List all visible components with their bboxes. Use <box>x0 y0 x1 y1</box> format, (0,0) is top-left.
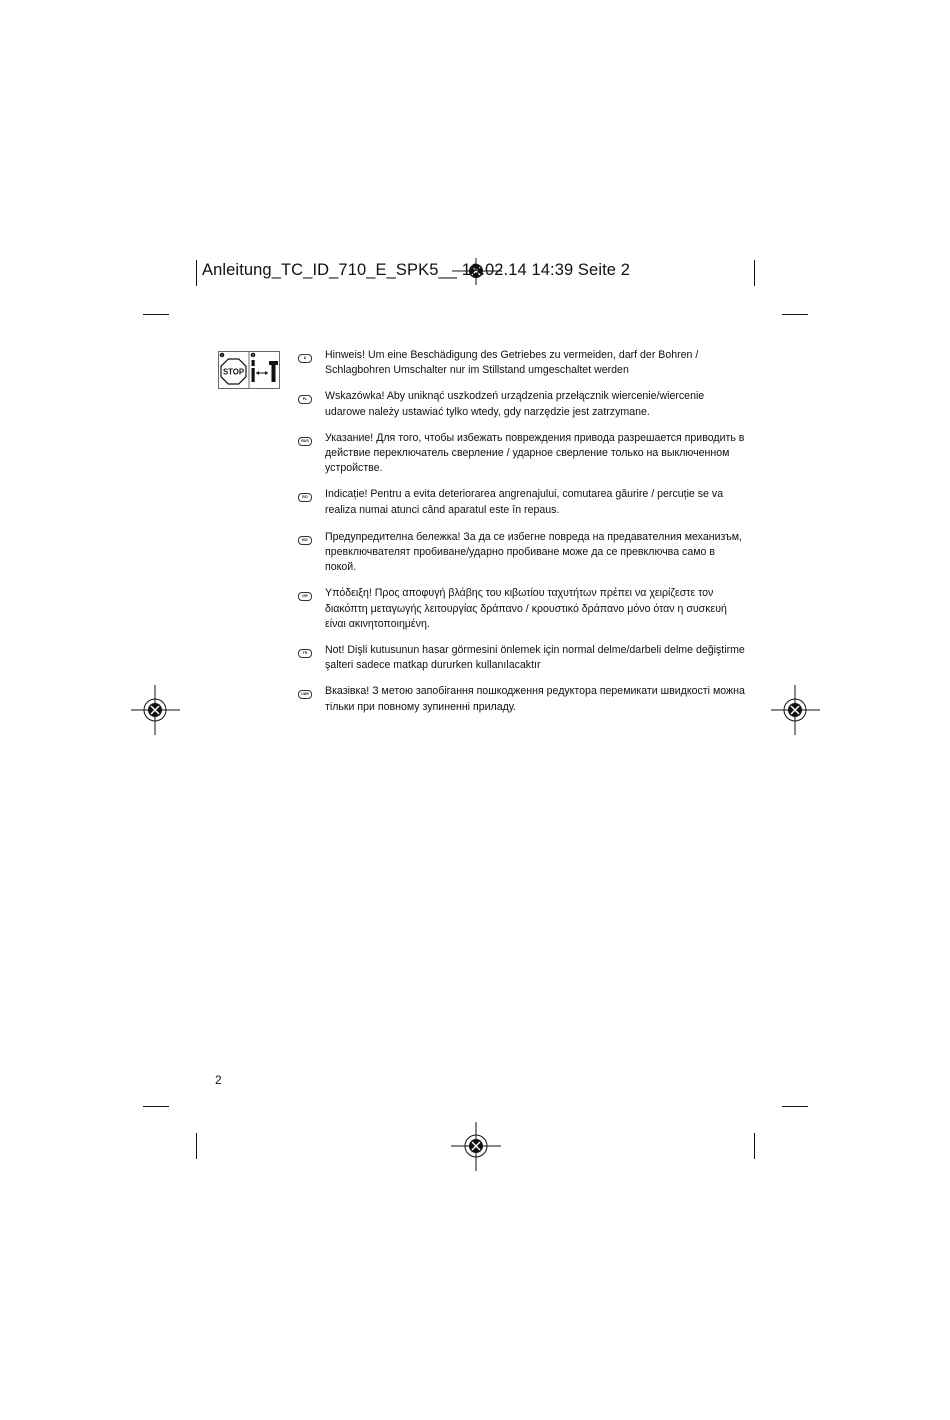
note-text: Indicație! Pentru a evita deteriorarea angrenajului, comutarea găurire / percuție se va realiza numai atunci când aparatul este în repaus. <box>325 488 724 516</box>
registration-mark-left <box>131 685 180 735</box>
note-text: Not! Dişli kutusunun hasar görmesini önlemek için normal delme/darbeli delme değiştirme şalteri sadece matkap dururken kullanılacaktır <box>325 644 745 672</box>
language-flag: GR <box>298 592 312 601</box>
language-flag: RO <box>298 493 312 502</box>
note-tr <box>296 643 746 673</box>
language-flag: BG <box>298 536 312 545</box>
note-text: Вказівка! З метою запобігання пошкодження редуктора перемикати швидкості можна тільки при повному зупиненні приладу. <box>325 685 745 713</box>
note-text: Hinweis! Um eine Beschädigung des Getriebes zu vermeiden, darf der Bohren / Schlagbohren Umschalter nur im Stillstand umgeschaltet werden <box>325 349 699 377</box>
print-header: Anleitung_TC_ID_710_E_SPK5__ 19.02.14 14:39 Seite 2 <box>202 261 631 279</box>
language-flag: TR <box>298 649 312 658</box>
note-text: Wskazówka! Aby uniknąć uszkodzeń urządzenia przełącznik wiercenie/wiercenie udarowe należy ustawiać tylko wtedy, gdy narzędzie jest zatrzymane. <box>325 390 705 418</box>
registration-mark-right <box>771 685 820 735</box>
note-rus <box>296 431 746 477</box>
multilingual-notes <box>296 348 746 726</box>
note-pl <box>296 389 746 419</box>
language-flag: UKR <box>298 690 312 699</box>
note-text: Предупредителна бележка! За да се избегне повреда на предавателния механизъм, превключвателят пробиване/ударно пробиване може да се превключва само в покой. <box>325 530 742 574</box>
badge-1-text: 1 <box>221 353 223 358</box>
note-text: Указание! Для того, чтобы избежать повреждения привода разрешается приводить в действие переключатель сверление / ударное сверление только на выключенном устройстве. <box>325 431 745 475</box>
note-gr <box>296 586 746 632</box>
stop-switch-pictogram <box>218 351 280 389</box>
language-flag: D <box>298 354 312 363</box>
registration-mark-bottom <box>451 1122 501 1171</box>
badge-2-text: 2 <box>252 353 254 358</box>
language-flag: PL <box>298 395 312 404</box>
language-flag: RUS <box>298 437 312 446</box>
stop-label: STOP <box>222 367 245 377</box>
note-ukr <box>296 684 746 714</box>
stop-sign-icon <box>221 359 246 384</box>
note-text: Υπόδειξη! Προς αποφυγή βλάβης του κιβωτίου ταχυτήτων πρέπει να χειρίζεστε τον διακόπτη μεταγωγής λειτουργίας δράπανο / κρουστικό δράπανο μόνο όταν η συσκευή είναι ακινητοποιημένη. <box>325 587 727 630</box>
note-ro <box>296 487 746 517</box>
note-bg <box>296 530 746 576</box>
page-number: 2 <box>215 1073 222 1087</box>
note-de <box>296 348 746 378</box>
